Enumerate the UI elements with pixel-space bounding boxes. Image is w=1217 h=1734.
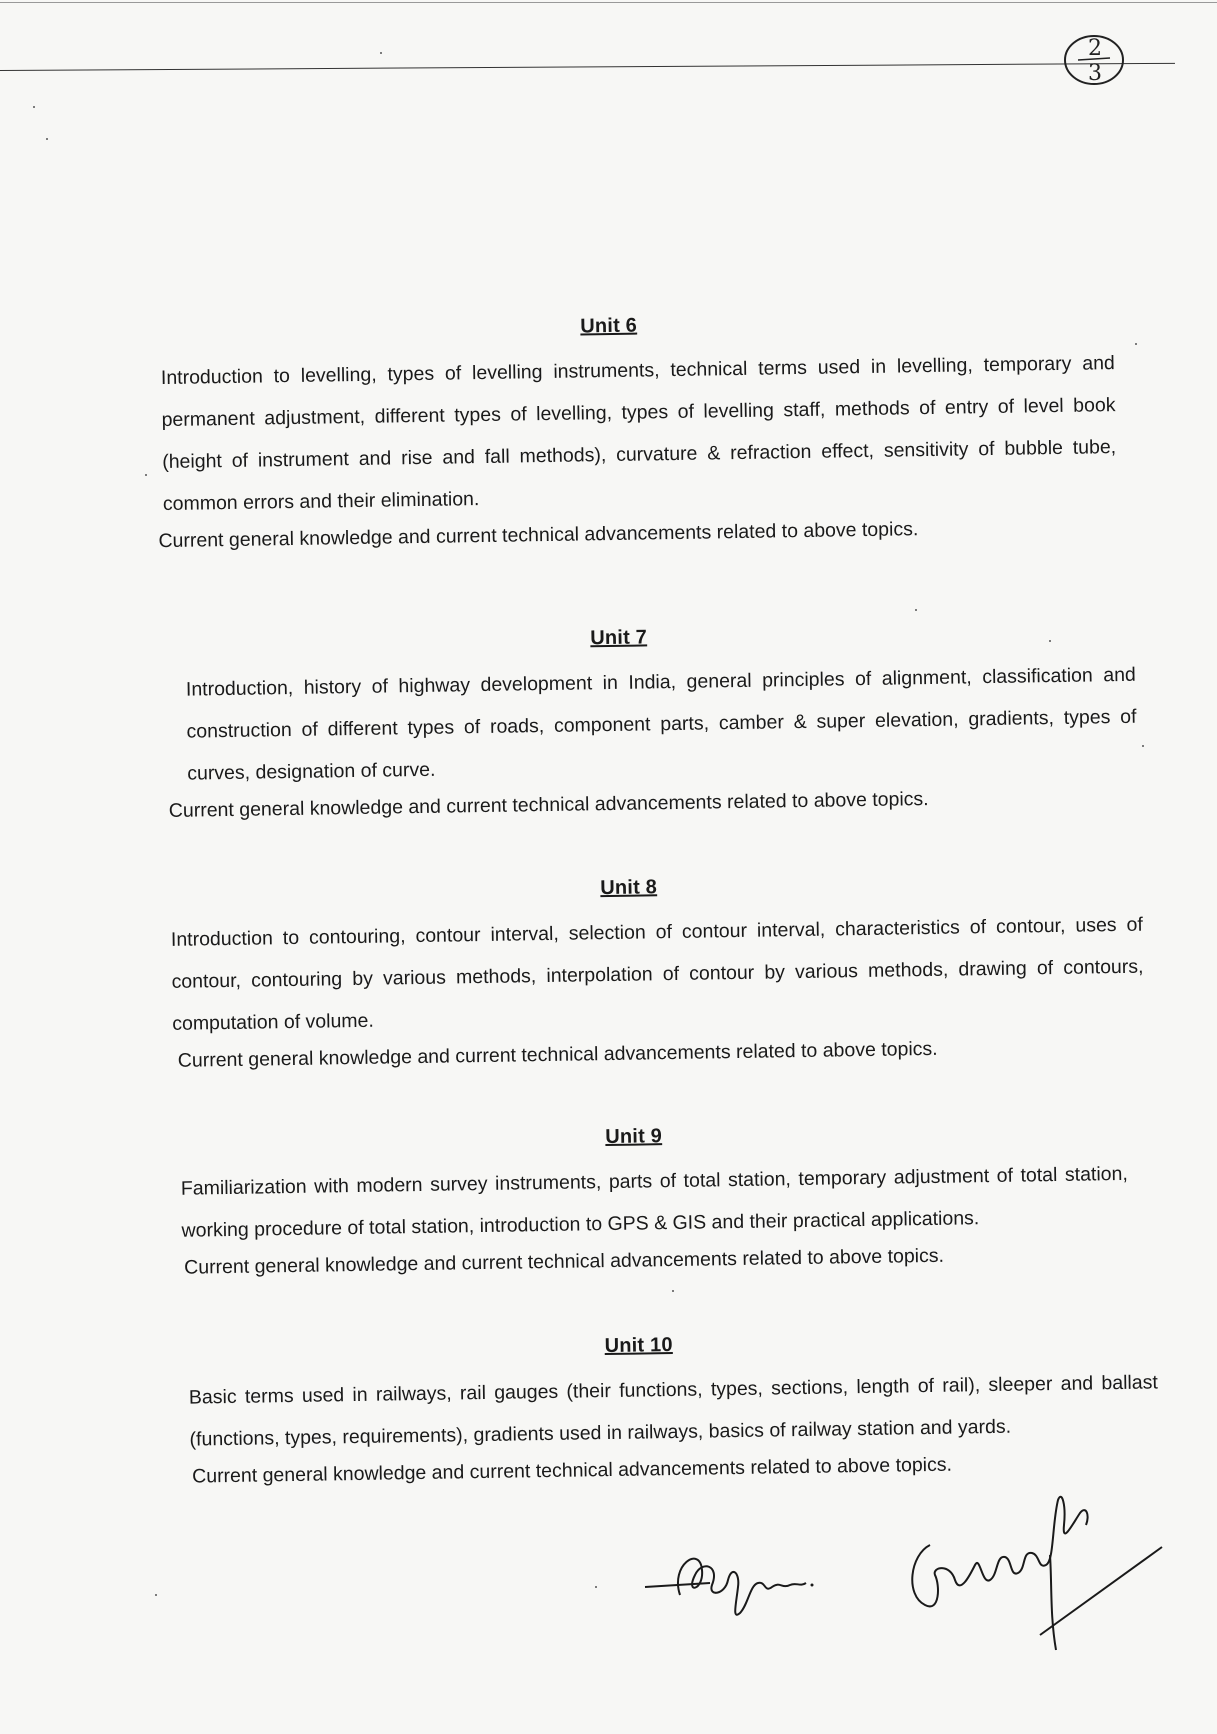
scan-speck: [46, 138, 48, 140]
scan-speck: [380, 52, 382, 54]
unit-10-section: [0, 1325, 1217, 1495]
scan-speck: [595, 1586, 597, 1588]
scan-speck: [33, 106, 35, 108]
unit-heading: Unit 10: [604, 1333, 673, 1358]
unit-heading: Unit 9: [605, 1125, 663, 1149]
unit-heading: Unit 7: [590, 626, 648, 650]
page-number-bottom: 3: [1088, 61, 1102, 86]
scan-speck: [155, 1594, 157, 1596]
unit-note: Current general knowledge and current technical advancements related to above topics.: [191, 1453, 953, 1488]
unit-topics: Basic terms used in railways, rail gauges (their functions, types, sections, length of rail), sleeper and ballast (functions, types, requirements), gradients used in railways, basics of railway station and yards.: [188, 1371, 1158, 1451]
page-number-top: 2: [1088, 36, 1102, 61]
scan-speck: [1049, 640, 1051, 642]
header-rule: [0, 63, 1175, 71]
scan-speck: [1142, 745, 1144, 747]
signature-1: [640, 1525, 830, 1625]
scan-speck: [1135, 343, 1137, 345]
unit-9-section: [0, 1116, 1217, 1286]
unit-heading: Unit 8: [600, 876, 658, 900]
unit-6-section: [0, 305, 1217, 559]
unit-topics: Introduction to contouring, contour interval, selection of contour interval, characteristics of contour, uses of contour, contouring by various methods, interpolation of contour by various methods, drawing of contours, computation of volume.: [170, 913, 1144, 1035]
top-edge-line: [0, 2, 1217, 3]
unit-topics: Familiarization with modern survey instruments, parts of total station, temporary adjustment of total station, working procedure of total station, introduction to GPS & GIS and their practical applications.: [180, 1162, 1128, 1242]
unit-note: Current general knowledge and current technical advancements related to above topics.: [177, 1037, 938, 1072]
unit-heading: Unit 6: [580, 314, 638, 338]
unit-note: Current general knowledge and current technical advancements related to above topics.: [158, 518, 919, 553]
scan-speck: [915, 609, 917, 611]
unit-7-section: [0, 617, 1217, 829]
unit-topics: Introduction to levelling, types of levelling instruments, technical terms used in levelling, temporary and permanent adjustment, different types of levelling, types of levelling staff, methods of entry of level book (height of instrument and rise and fall methods), curvature & refraction effect, sensitivity of bubble tube, common errors and their elimination.: [160, 352, 1117, 516]
scan-speck: [145, 474, 147, 476]
unit-note: Current general knowledge and current technical advancements related to above topics.: [184, 1244, 945, 1279]
signature-2: [900, 1485, 1170, 1655]
scan-speck: [672, 1290, 674, 1292]
handwritten-page-number: [1058, 28, 1128, 90]
unit-note: Current general knowledge and current technical advancements related to above topics.: [168, 787, 929, 822]
unit-8-section: [0, 867, 1217, 1079]
unit-topics: Introduction, history of highway development in India, general principles of alignment, classification and construction of different types of roads, component parts, camber & super elevation, gradients, types of curves, designation of curve.: [185, 663, 1137, 785]
